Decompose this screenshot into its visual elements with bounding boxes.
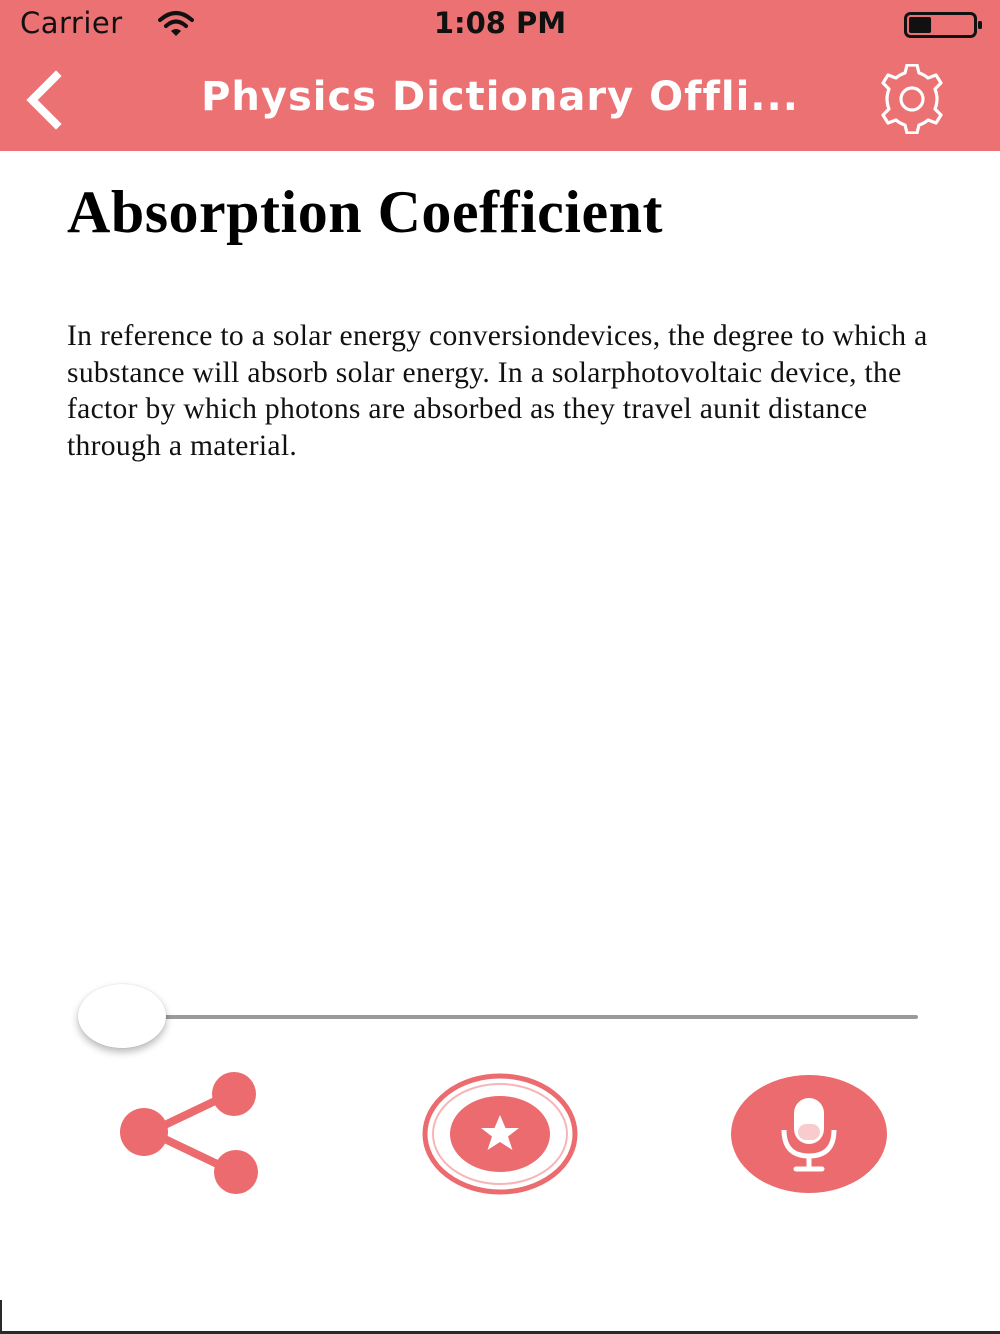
audio-progress-slider[interactable]: [78, 980, 920, 1052]
status-bar: [0, 0, 1000, 50]
star-icon: [420, 1072, 580, 1196]
speak-button[interactable]: [728, 1072, 890, 1196]
gear-icon: [870, 64, 954, 134]
navigation-bar: [0, 50, 1000, 151]
back-button[interactable]: [18, 68, 80, 132]
share-icon: [112, 1070, 272, 1198]
carrier-label: Carrier: [20, 6, 123, 40]
chevron-left-icon: [18, 68, 80, 132]
bottom-corner-divider: [0, 1300, 2, 1334]
slider-track[interactable]: [122, 1015, 918, 1019]
battery-icon: [904, 12, 984, 38]
status-time: 1:08 PM: [433, 6, 567, 40]
settings-button[interactable]: [870, 64, 954, 134]
term-heading: Absorption Coefficient: [67, 179, 663, 245]
share-button[interactable]: [112, 1070, 272, 1198]
favorite-button[interactable]: [420, 1072, 580, 1196]
slider-thumb[interactable]: [78, 984, 166, 1048]
page-title: Physics Dictionary Offli...: [201, 74, 799, 120]
microphone-icon: [728, 1072, 890, 1196]
header: [0, 0, 1000, 151]
term-definition: In reference to a solar energy conversiondevices, the degree to which a substance will absorb solar energy. In a solarphotovoltaic device, the factor by which photons are absorbed as they travel aunit distance through a material.: [67, 320, 928, 462]
